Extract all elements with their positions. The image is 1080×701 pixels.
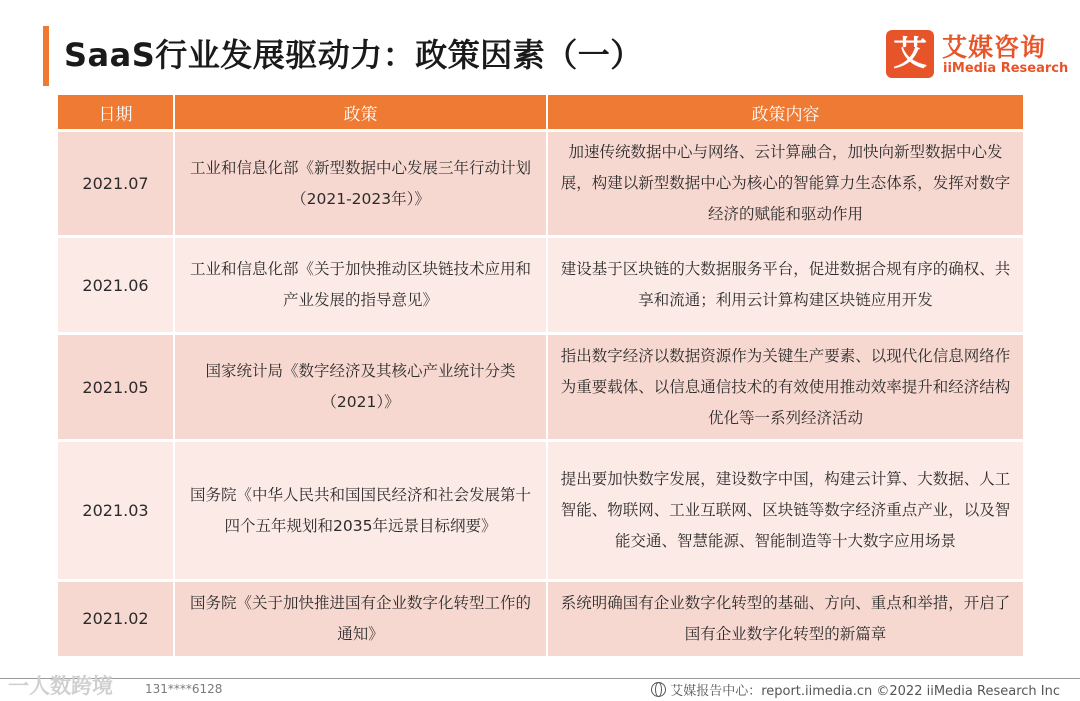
row-content: 系统明确国有企业数字化转型的基础、方向、重点和举措，开启了国有企业数字化转型的新篇章 (547, 581, 1023, 656)
logo-chinese-name: 艾媒咨询 (942, 33, 1047, 62)
row-content: 提出要加快数字发展，建设数字中国，构建云计算、大数据、人工智能、物联网、工业互联网、区块链等数字经济重点产业，以及智能交通、智慧能源、智能制造等十大数字应用场景 (547, 441, 1023, 581)
table-row (58, 131, 1023, 237)
watermark-id: 131****6128 (145, 682, 223, 696)
table-row (58, 237, 1023, 334)
row-date: 2021.05 (58, 334, 174, 441)
footer-source-text: 艾媒报告中心：report.iimedia.cn ©2022 iiMedia Research Inc (670, 684, 1060, 699)
title-accent-bar (43, 26, 49, 86)
table-row (58, 334, 1023, 441)
column-header-content: 政策内容 (547, 95, 1023, 131)
table-header-row (58, 95, 1023, 131)
row-content: 加速传统数据中心与网络、云计算融合，加快向新型数据中心发展，构建以新型数据中心为核心的智能算力生态体系，发挥对数字经济的赋能和驱动作用 (547, 131, 1023, 237)
watermark-text: 一人数跨境 (8, 674, 113, 698)
logo-english-name: iiMedia Research (943, 61, 1069, 76)
row-policy: 国务院《关于加快推进国有企业数字化转型工作的通知》 (174, 581, 547, 656)
page-title: SaaS行业发展驱动力：政策因素（一） (64, 36, 643, 74)
row-policy: 国家统计局《数字经济及其核心产业统计分类（2021）》 (174, 334, 547, 441)
row-date: 2021.06 (58, 237, 174, 334)
row-content: 建设基于区块链的大数据服务平台，促进数据合规有序的确权、共享和流通；利用云计算构建区块链应用开发 (547, 237, 1023, 334)
column-header-date: 日期 (58, 95, 174, 131)
logo-mark-icon: 艾 (886, 30, 934, 78)
footer-source (651, 680, 1060, 699)
row-content: 指出数字经济以数据资源作为关键生产要素、以现代化信息网络作为重要载体、以信息通信技术的有效使用推动效率提升和经济结构优化等一系列经济活动 (547, 334, 1023, 441)
table-row (58, 581, 1023, 656)
row-policy: 国务院《中华人民共和国国民经济和社会发展第十四个五年规划和2035年远景目标纲要》 (174, 441, 547, 581)
policy-table (58, 95, 1023, 656)
row-date: 2021.02 (58, 581, 174, 656)
row-date: 2021.07 (58, 131, 174, 237)
column-header-policy: 政策 (174, 95, 547, 131)
table-row (58, 441, 1023, 581)
row-date: 2021.03 (58, 441, 174, 581)
row-policy: 工业和信息化部《关于加快推动区块链技术应用和产业发展的指导意见》 (174, 237, 547, 334)
footer-divider (0, 678, 1080, 679)
iimedia-logo (886, 30, 1069, 80)
row-policy: 工业和信息化部《新型数据中心发展三年行动计划（2021-2023年）》 (174, 131, 547, 237)
globe-icon (651, 682, 666, 697)
